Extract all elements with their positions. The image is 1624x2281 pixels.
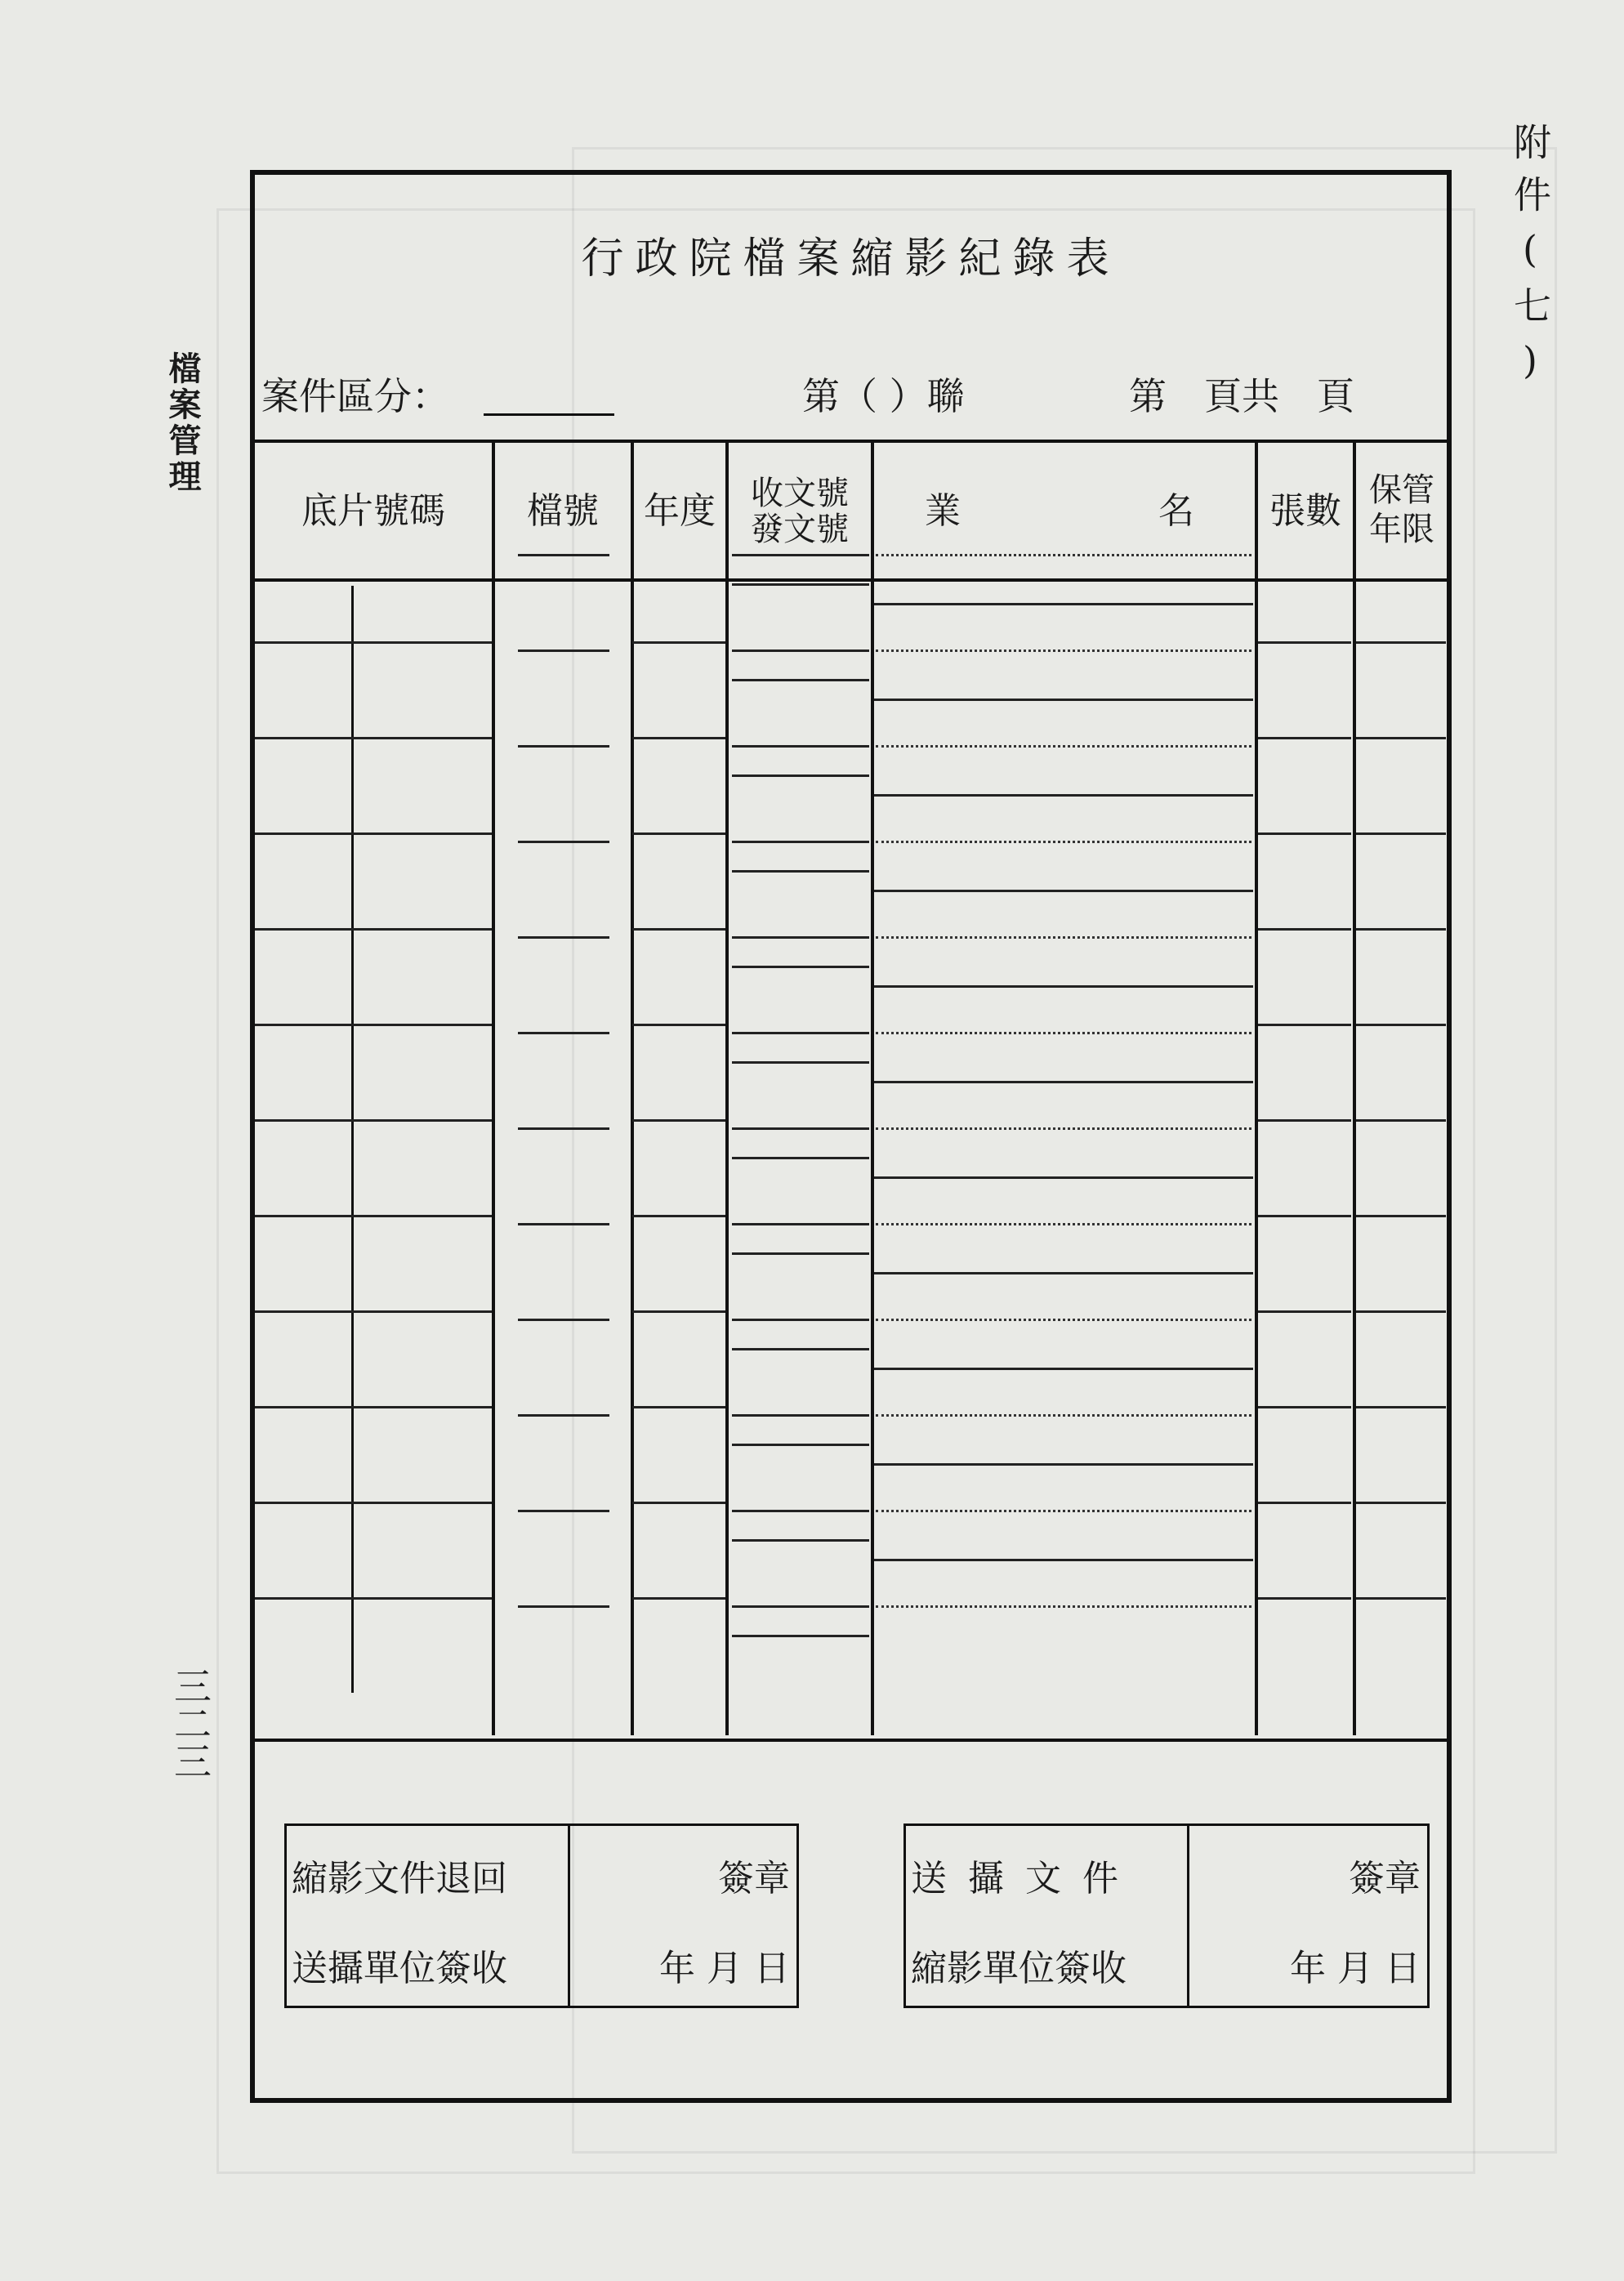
subject-dotted-line [876,1605,1251,1608]
row-divider [632,832,725,835]
header-retention-bottom: 年限 [1369,511,1434,548]
row-divider [255,641,492,644]
row-divider [632,1310,725,1313]
subject-dotted-line [876,1127,1251,1130]
row-divider [632,1215,725,1217]
file-no-dash [518,1319,609,1321]
column-divider [492,443,495,1735]
row-divider [874,1368,1253,1370]
doc-no-line-lower [732,1444,869,1446]
row-divider [255,1119,492,1122]
row-divider [874,1463,1253,1466]
header-retention-top: 保管 [1369,471,1434,509]
doc-no-line-lower [732,1539,869,1542]
doc-no-line-upper [732,1605,869,1608]
subject-dotted-line [876,841,1251,843]
row-divider [255,1024,492,1026]
header-sheets: 張數 [1269,490,1341,532]
row-divider [1258,928,1351,931]
doc-no-line-lower [732,1061,869,1064]
filming-receipt-date[interactable]: 年 月 日 [1290,1948,1421,1989]
row-divider [255,1597,492,1600]
doc-no-line-lower [732,679,869,681]
row-divider [255,737,492,739]
row-divider [1356,737,1446,739]
row-divider [632,1406,725,1408]
row-divider [874,699,1253,701]
doc-no-line-lower [732,774,869,777]
row-divider [632,928,725,931]
filming-receipt-box [903,1823,1430,2008]
file-no-dash [518,1032,609,1034]
row-divider [1356,1024,1446,1026]
filming-receipt-sign[interactable]: 簽章 [1349,1858,1421,1899]
return-receipt-line2: 送攝單位簽收 [292,1948,507,1989]
header-negative-no: 底片號碼 [301,490,445,532]
subject-dotted-line [876,1510,1251,1512]
row-divider [1356,1215,1446,1217]
column-divider [1353,443,1356,1735]
doc-no-line-lower [732,1157,869,1159]
row-divider [1258,641,1351,644]
file-no-dash [518,1127,609,1130]
row-divider [1258,1024,1351,1026]
header-year: 年度 [644,490,716,532]
record-table [255,440,1447,1742]
header-file-no: 檔號 [527,490,599,532]
negative-no-subdivider [351,586,354,1693]
row-divider [874,985,1253,988]
row-divider [1258,737,1351,739]
row-divider [1258,1406,1351,1408]
row-divider [874,1272,1253,1274]
row-divider [1356,1597,1446,1600]
subject-dotted-line [876,1032,1251,1034]
doc-no-line-upper [732,1223,869,1225]
doc-no-line-lower [732,1348,869,1350]
page-count-label: 第 頁共 頁 [1129,374,1354,418]
subject-dotted-line [876,745,1251,748]
row-divider [255,928,492,931]
row-divider [1258,1597,1351,1600]
column-divider [631,443,634,1735]
row-divider [874,603,1253,605]
file-no-dash [518,936,609,939]
row-divider [632,1502,725,1504]
doc-no-line-lower [732,1635,869,1637]
row-divider [1356,1406,1446,1408]
box-divider [1187,1826,1189,2006]
row-divider [632,737,725,739]
file-no-dash [518,649,609,652]
doc-no-line-upper [732,936,869,939]
row-divider [632,1119,725,1122]
doc-no-line-upper [732,649,869,652]
file-no-dash [518,554,609,556]
file-no-dash [518,1605,609,1608]
column-divider [871,443,874,1735]
header-send-no: 發文號 [751,511,849,548]
subject-dotted-line [876,1319,1251,1321]
doc-no-line-upper [732,745,869,748]
page-number: 三二三 [168,1667,212,1779]
header-divider [255,578,1447,582]
row-divider [632,641,725,644]
row-divider [874,1081,1253,1083]
row-divider [874,1176,1253,1179]
row-divider [874,1559,1253,1561]
doc-no-line-lower [732,1252,869,1255]
attachment-label: 附件(七) [1508,123,1552,397]
row-divider [1356,928,1446,931]
row-divider [255,1215,492,1217]
case-category-blank[interactable] [484,413,614,416]
row-divider [255,832,492,835]
column-divider [725,443,729,1735]
return-receipt-date[interactable]: 年 月 日 [659,1948,790,1989]
row-divider [1258,832,1351,835]
row-divider [632,1597,725,1600]
subject-dotted-line [876,1414,1251,1417]
doc-no-line-upper [732,1032,869,1034]
doc-no-line-lower [732,583,869,586]
file-no-dash [518,1223,609,1225]
subject-dotted-line [876,1223,1251,1225]
row-divider [1356,1119,1446,1122]
file-no-dash [518,745,609,748]
return-receipt-line1: 縮影文件退回 [292,1858,507,1899]
row-divider [255,1502,492,1504]
column-divider [1255,443,1258,1735]
return-receipt-sign[interactable]: 簽章 [718,1858,790,1899]
doc-no-line-lower [732,870,869,873]
case-category-label: 案件區分： [261,374,449,418]
subject-dotted-line [876,649,1251,652]
row-divider [1356,641,1446,644]
box-divider [568,1826,570,2006]
row-divider [874,794,1253,797]
doc-no-line-upper [732,554,869,556]
doc-no-line-upper [732,841,869,843]
form-title: 行政院檔案縮影紀錄表 [581,234,1121,283]
row-divider [255,1406,492,1408]
copy-number-label: 第（ ）聯 [802,374,965,418]
doc-no-line-upper [732,1414,869,1417]
row-divider [1258,1502,1351,1504]
file-no-dash [518,1414,609,1417]
subject-dotted-line [876,936,1251,939]
file-no-dash [518,1510,609,1512]
row-divider [1356,1310,1446,1313]
doc-no-line-upper [732,1510,869,1512]
filming-receipt-line1: 送 攝 文 件 [911,1858,1123,1899]
file-no-dash [518,841,609,843]
row-divider [632,1024,725,1026]
row-divider [1258,1310,1351,1313]
header-subject-left: 業 [925,490,961,532]
filming-receipt-line2: 縮影單位簽收 [911,1948,1127,1989]
subject-dotted-line [876,554,1251,556]
microfilm-record-form [250,170,1452,2103]
spine-title: 檔案管理 [163,351,202,495]
row-divider [1258,1215,1351,1217]
header-subject-right: 名 [1158,490,1194,532]
row-divider [1356,832,1446,835]
header-receive-no: 收文號 [751,475,849,512]
return-receipt-box [284,1823,799,2008]
row-divider [874,890,1253,892]
row-divider [1258,1119,1351,1122]
doc-no-line-lower [732,966,869,968]
doc-no-line-upper [732,1127,869,1130]
row-divider [1356,1502,1446,1504]
doc-no-line-upper [732,1319,869,1321]
row-divider [255,1310,492,1313]
